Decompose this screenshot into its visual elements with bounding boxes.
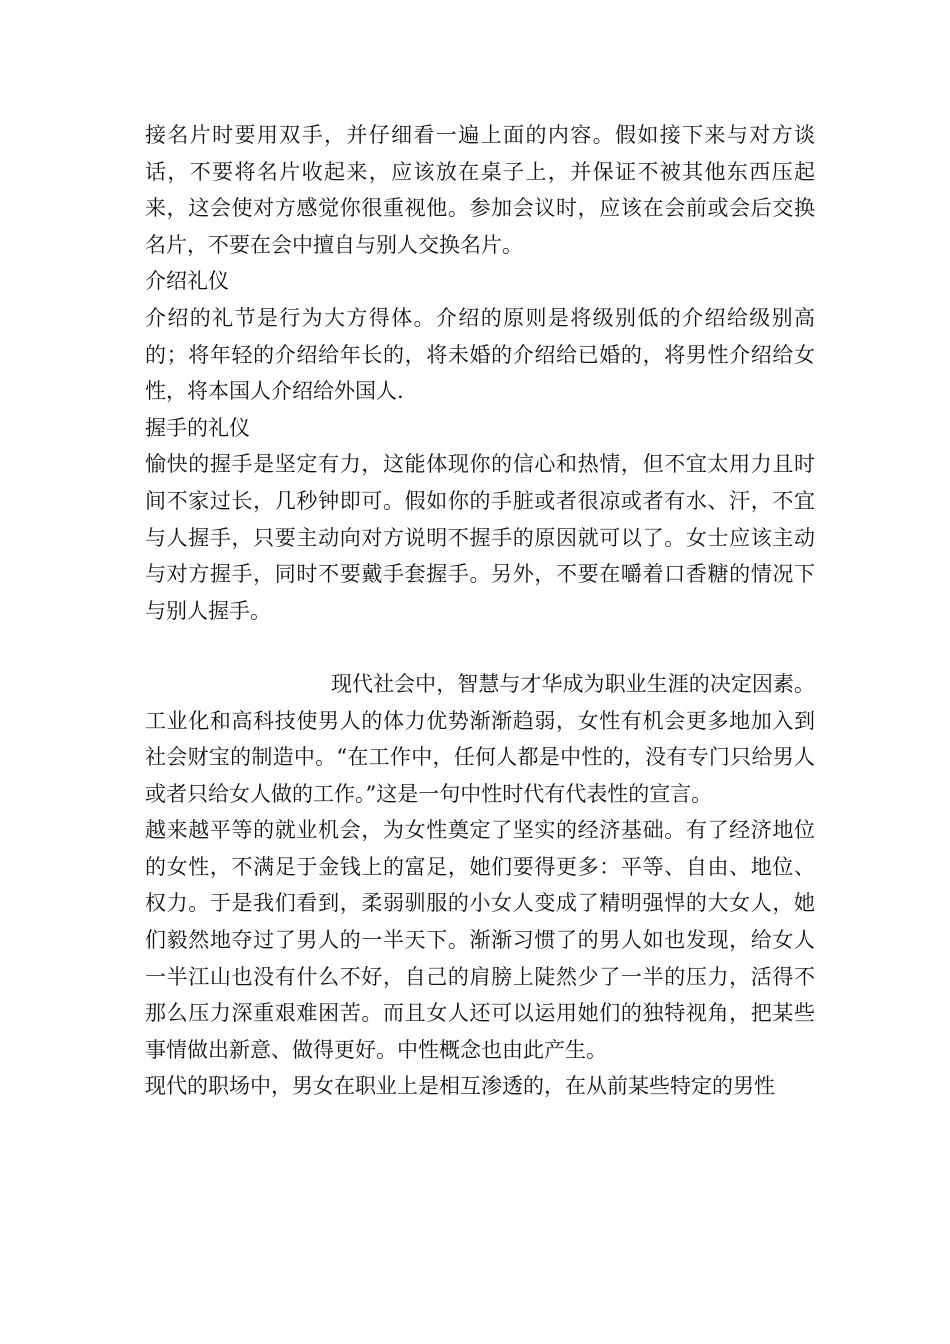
handshake-etiquette-heading: 握手的礼仪: [145, 415, 250, 440]
document-body: [145, 117, 815, 1105]
modern-workplace-paragraph: 现代的职场中，男女在职业上是相互渗透的，在从前某些特定的男性: [145, 1074, 775, 1099]
section-gap: [145, 629, 815, 666]
business-card-paragraph: 接名片时要用双手，并仔细看一遍上面的内容。假如接下来与对方谈话，不要将名片收起来，应该放在桌子上，并保证不被其他东西压起来，这会使对方感觉你很重视他。参加会议时，应该在会前或会后交换名片，不要在会中擅自与别人交换名片。: [145, 123, 815, 257]
equal-employment-paragraph: 越来越平等的就业机会，为女性奠定了坚实的经济基础。有了经济地位的女性，不满足于金钱上的富足，她们要得更多：平等、自由、地位、权力。于是我们看到，柔弱驯服的小女人变成了精明强悍的大女人，她们毅然地夺过了男人的一半天下。渐渐习惯了的男人如也发现，给女人一半江山也没有什么不好，自己的肩膀上陡然少了一半的压力，活得不那么压力深重艰难困苦。而且女人还可以运用她们的独特视角，把某些事情做出新意、做得更好。中性概念也由此产生。: [145, 818, 815, 1062]
introduction-etiquette-paragraph: 介绍的礼节是行为大方得体。介绍的原则是将级别低的介绍给级别高的；将年轻的介绍给年长的，将未婚的介绍给已婚的，将男性介绍给女性，将本国人介绍给外国人.: [145, 305, 815, 404]
introduction-etiquette-heading: 介绍礼仪: [145, 269, 229, 294]
handshake-etiquette-paragraph: 愉快的握手是坚定有力，这能体现你的信心和热情，但不宜太用力且时间不家过长，几秒钟即可。假如你的手脏或者很凉或者有水、汗，不宜与人握手，只要主动向对方说明不握手的原因就可以了。女士应该主动与对方握手，同时不要戴手套握手。另外，不要在嚼着口香糖的情况下与别人握手。: [145, 452, 815, 623]
modern-society-paragraph: 现代社会中，智慧与才华成为职业生涯的决定因素。工业化和高科技使男人的体力优势渐渐趋弱，女性有机会更多地加入到社会财宝的制造中。“在工作中，任何人都是中性的，没有专门只给男人或者只给女人做的工作。”这是一句中性时代有代表性的宣言。: [145, 671, 815, 806]
